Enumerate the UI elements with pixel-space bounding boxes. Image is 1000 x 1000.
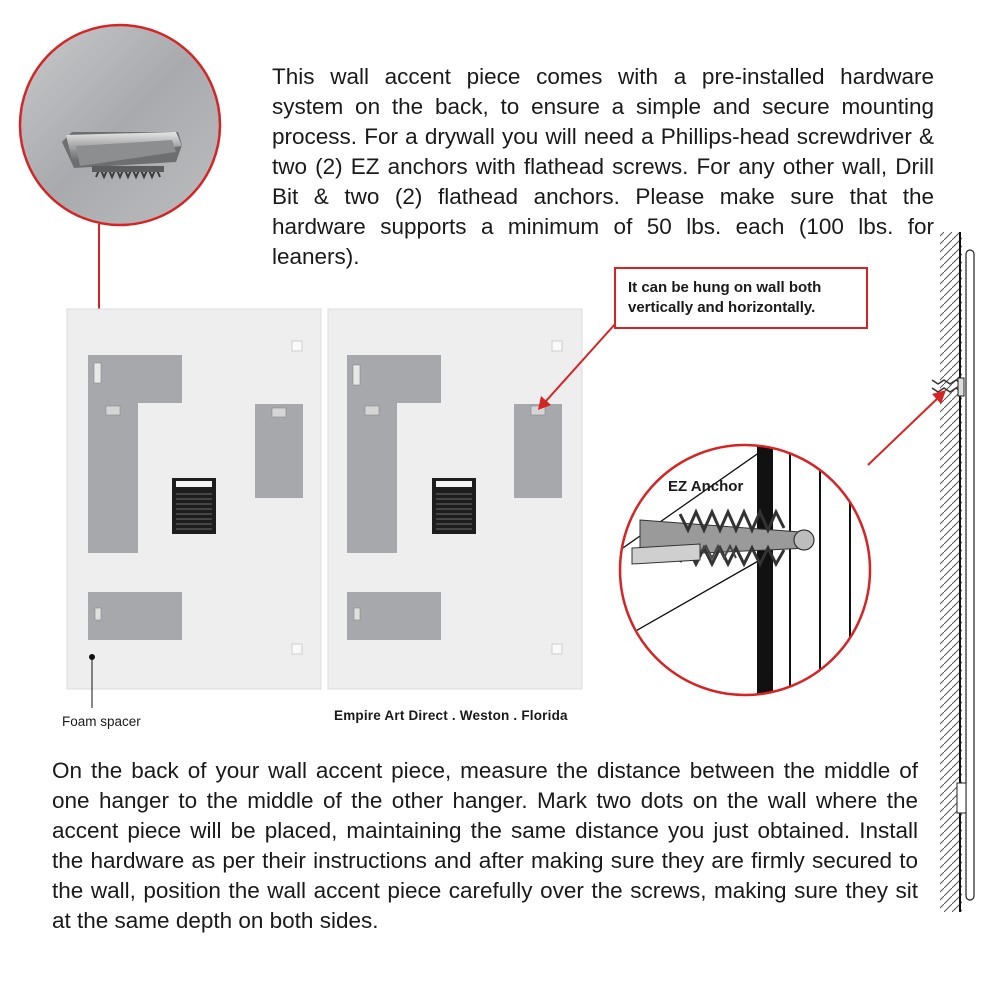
orientation-callout-text: It can be hung on wall both vertically and horizontally. [628, 279, 822, 316]
ez-anchor-label: EZ Anchor [668, 478, 744, 495]
orientation-callout [614, 267, 868, 329]
foam-spacer-label: Foam spacer [62, 714, 141, 729]
panel-left [67, 309, 321, 708]
bottom-instructions: On the back of your wall accent piece, measure the distance between the middle of one hanger to the middle of the other hanger. Mark two dots on the wall where the accent piece will be placed, maintaining the same distance you just obtained. Install the hardware as per their instructions and after making sure they are firmly secured to the wall, position the wall accent piece carefully over the screws, making sure they sit at the same depth on both sides. [52, 758, 918, 933]
top-instructions: This wall accent piece comes with a pre-installed hardware system on the back, to ensure a simple and secure mounting process. For a drywall you will need a Phillips-head screwdriver & two (2) EZ anchors with flathead screws. For any other wall, Drill Bit & two (2) flathead anchors. Please make sure that the hardware supports a minimum of 50 lbs. each (100 lbs. for leaners). [272, 64, 934, 269]
panel-right [328, 309, 582, 689]
wall-side-view [932, 232, 974, 912]
hanger-zoom-circle [20, 25, 220, 225]
ez-anchor-detail-circle [620, 375, 870, 710]
anchor-arrow [868, 390, 946, 465]
company-credit: Empire Art Direct . Weston . Florida [334, 708, 568, 723]
